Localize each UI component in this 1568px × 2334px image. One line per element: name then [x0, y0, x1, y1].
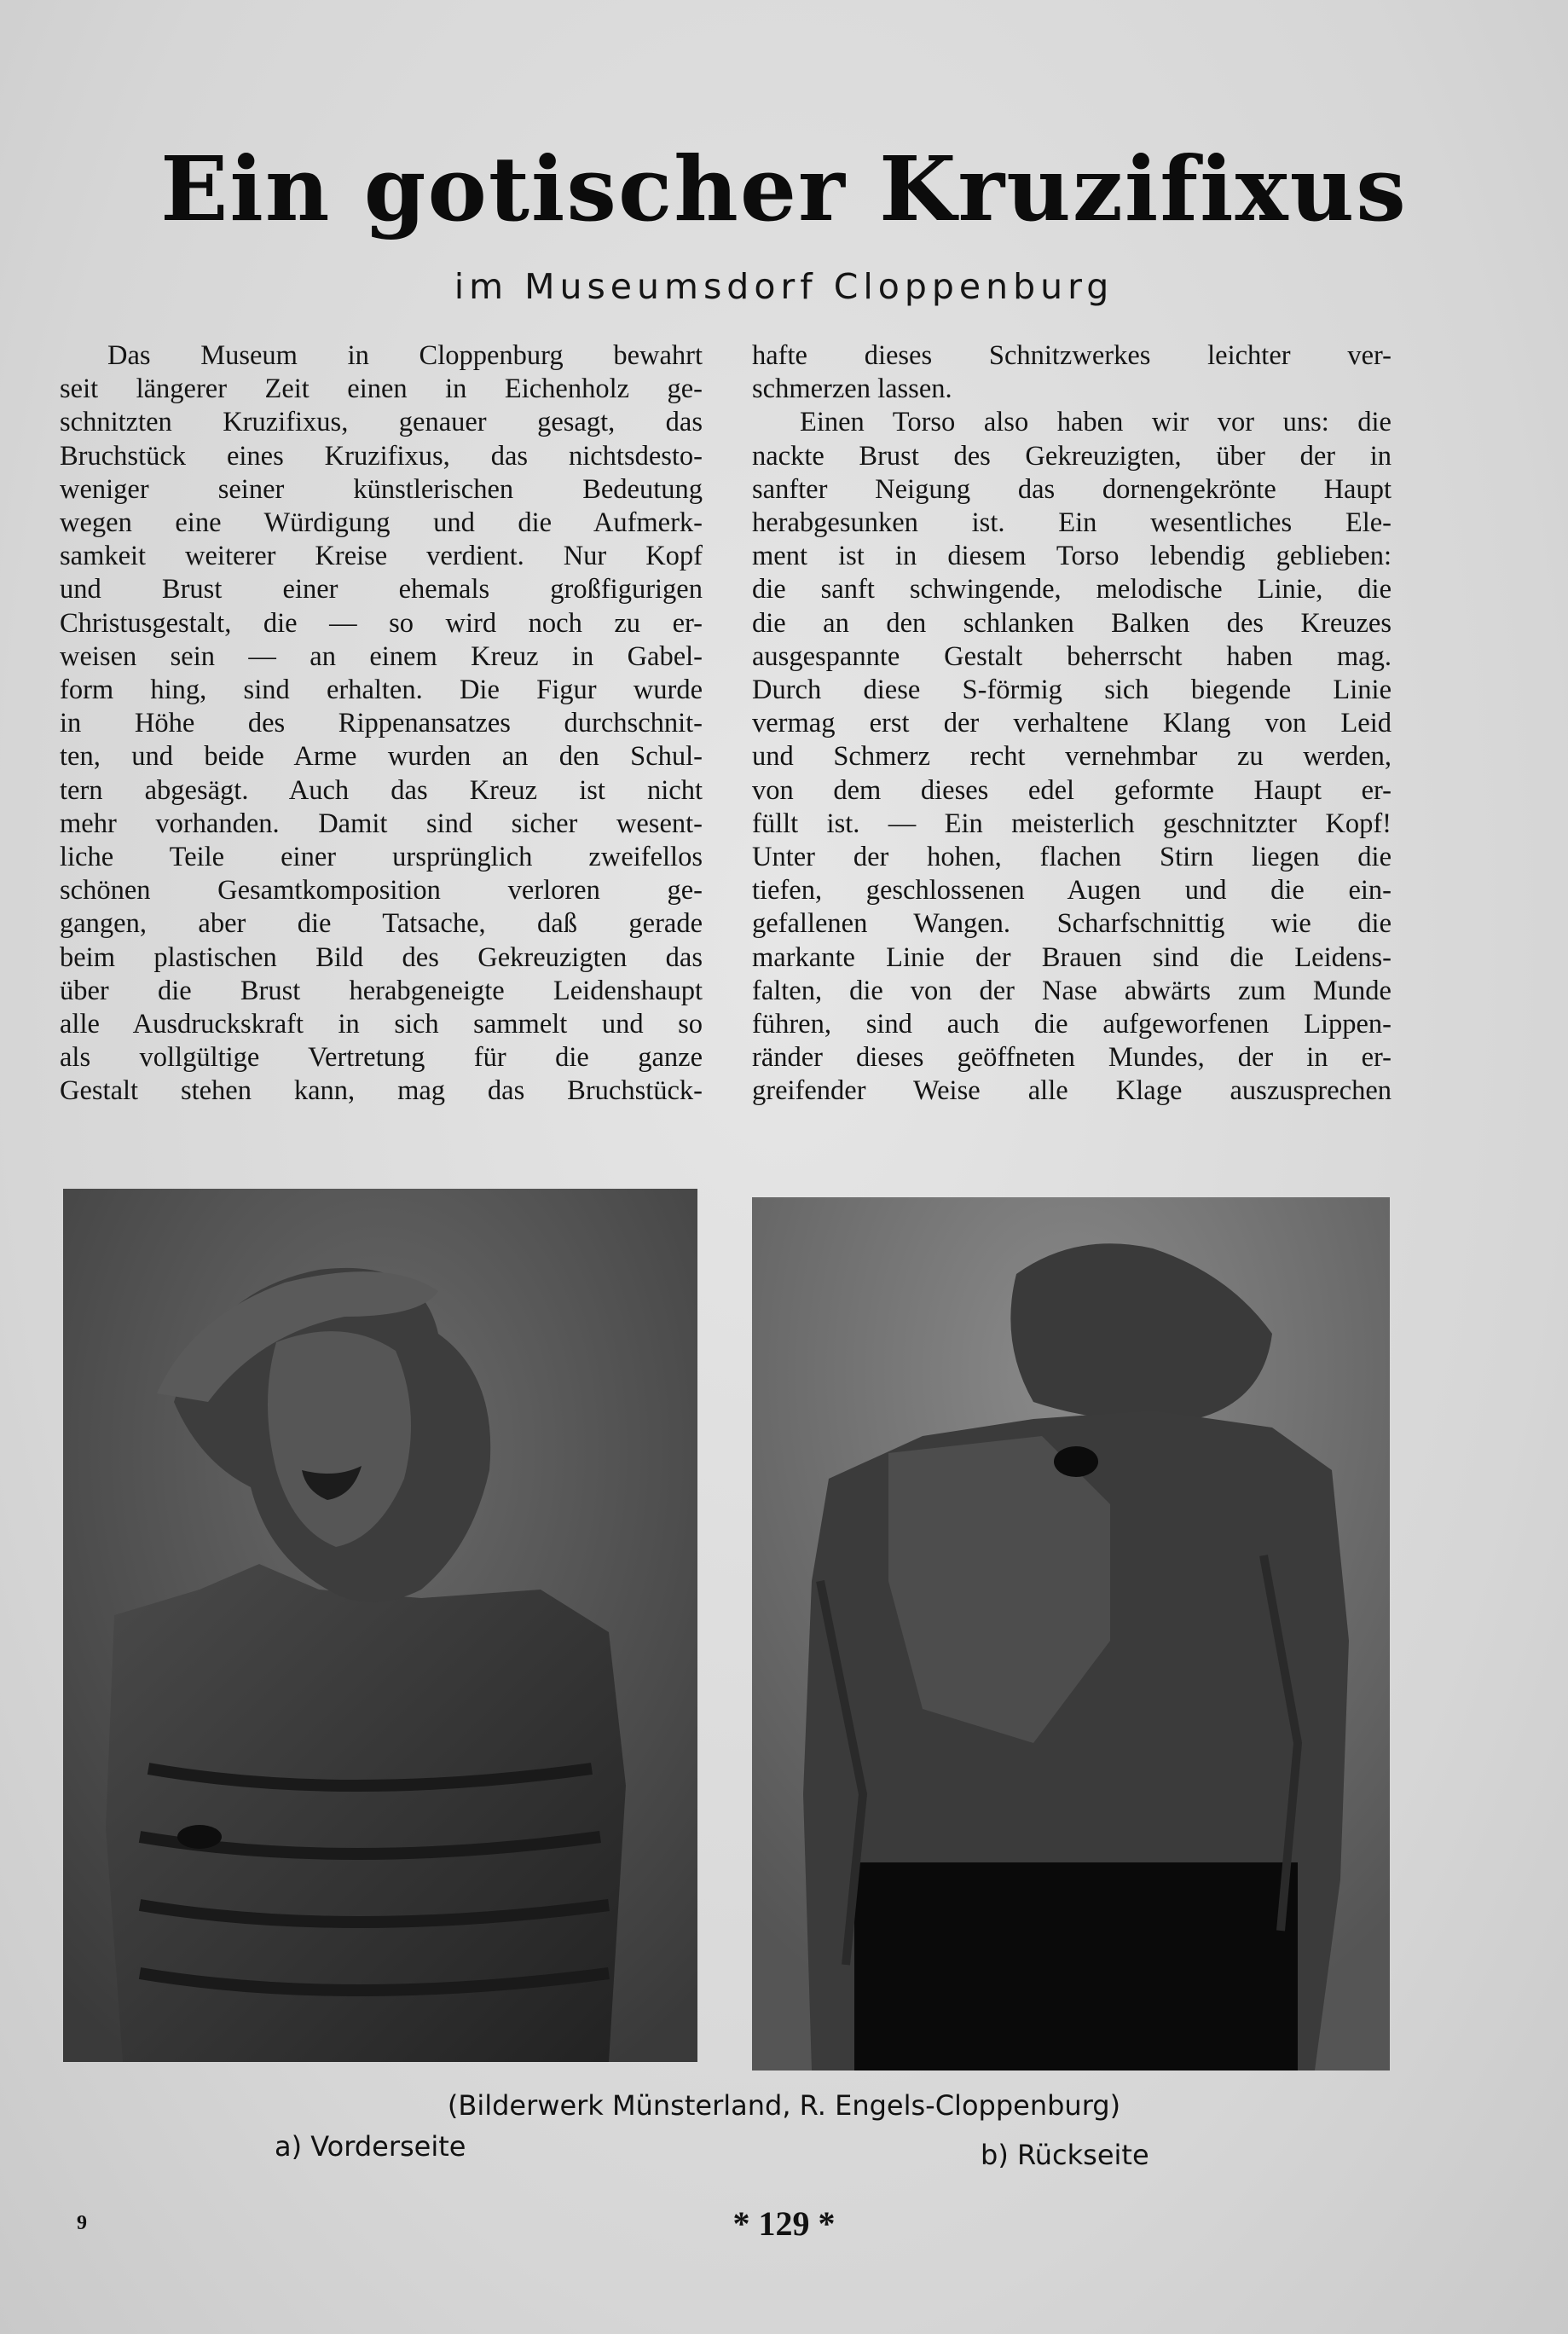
text-line: ausgespannte Gestalt beherrscht haben mag.	[752, 640, 1392, 672]
text-line: Einen Torso also haben wir vor uns: die	[800, 407, 1392, 438]
text-line: in Höhe des Rippenansatzes durchschnit-	[60, 708, 703, 739]
text-line: füllt ist. — Ein meisterlich geschnitzter Kopf!	[752, 808, 1392, 839]
text-line: Bruchstück eines Kruzifixus, das nichtsdesto-	[60, 440, 703, 472]
text-line: alle Ausdruckskraft in sich sammelt und so	[60, 1009, 703, 1040]
text-line: nackte Brust des Gekreuzigten, über der in	[752, 440, 1392, 472]
text-line: mehr vorhanden. Damit sind sicher wesent-	[60, 808, 703, 839]
text-line: gefallenen Wangen. Scharfschnittig wie die	[752, 908, 1392, 940]
article-title: Ein gotischer Kruzifixus	[160, 136, 1408, 241]
left-text-column	[60, 339, 703, 1109]
text-line: gangen, aber die Tatsache, daß gerade	[60, 908, 703, 940]
text-line: beim plastischen Bild des Gekreuzigten das	[60, 941, 703, 973]
text-line: samkeit weiterer Kreise verdient. Nur Kopf	[60, 541, 703, 572]
sheet-number: 9	[77, 2212, 87, 2234]
text-line: weisen sein — an einem Kreuz in Gabel-	[60, 640, 703, 672]
text-line: Durch diese S-förmig sich biegende Linie	[752, 675, 1392, 706]
text-line: Unter der hohen, flachen Stirn liegen die	[752, 842, 1392, 873]
text-line: ten, und beide Arme wurden an den Schul-	[60, 741, 703, 773]
text-line: von dem dieses edel geformte Haupt er-	[752, 774, 1392, 806]
text-line: ränder dieses geöffneten Mundes, der in er-	[752, 1042, 1392, 1074]
text-line: und Schmerz recht vernehmbar zu werden,	[752, 741, 1392, 773]
text-line: tiefen, geschlossenen Augen und die ein-	[752, 875, 1392, 906]
crucifix-front-image	[63, 1189, 697, 2062]
text-line: schönen Gesamtkomposition verloren ge-	[60, 875, 703, 906]
text-line: und Brust einer ehemals großfigurigen	[60, 574, 703, 605]
text-line: schmerzen lassen.	[752, 374, 952, 405]
text-line: als vollgültige Vertretung für die ganze	[60, 1042, 703, 1074]
caption-front: a) Vorderseite	[275, 2130, 466, 2163]
right-text-column	[752, 339, 1392, 1109]
text-line: seit längerer Zeit einen in Eichenholz ge-	[60, 374, 703, 405]
text-line: Gestalt stehen kann, mag das Bruchstück-	[60, 1075, 703, 1107]
text-line: greifender Weise alle Klage auszusprechen	[752, 1075, 1392, 1107]
caption-back: b) Rückseite	[981, 2139, 1149, 2171]
photo-credit: (Bilderwerk Münsterland, R. Engels-Cloppenburg)	[447, 2089, 1121, 2122]
text-line: schnitzten Kruzifixus, genauer gesagt, das	[60, 407, 703, 438]
text-line: führen, sind auch die aufgeworfenen Lippen-	[752, 1009, 1392, 1040]
text-line: falten, die von der Nase abwärts zum Munde	[752, 975, 1392, 1006]
text-line: liche Teile einer ursprünglich zweifellos	[60, 842, 703, 873]
text-line: wegen eine Würdigung und die Aufmerk-	[60, 507, 703, 539]
text-line: hafte dieses Schnitzwerkes leichter ver-	[752, 340, 1392, 371]
page-number: * 129 *	[732, 2204, 836, 2243]
text-line: tern abgesägt. Auch das Kreuz ist nicht	[60, 774, 703, 806]
text-line: markante Linie der Brauen sind die Leidens-	[752, 941, 1392, 973]
text-line: über die Brust herabgeneigte Leidenshaupt	[60, 975, 703, 1006]
text-line: die sanft schwingende, melodische Linie, die	[752, 574, 1392, 605]
text-line: Das Museum in Cloppenburg bewahrt	[107, 340, 703, 371]
crucifix-back-image	[752, 1197, 1390, 2070]
text-line: Christusgestalt, die — so wird noch zu er-	[60, 607, 703, 639]
article-subtitle: im Museumsdorf Cloppenburg	[454, 266, 1114, 307]
photo-front-view	[63, 1189, 697, 2062]
text-line: vermag erst der verhaltene Klang von Leid	[752, 708, 1392, 739]
text-line: ment ist in diesem Torso lebendig geblieben:	[752, 541, 1392, 572]
text-line: herabgesunken ist. Ein wesentliches Ele-	[752, 507, 1392, 539]
text-line: die an den schlanken Balken des Kreuzes	[752, 607, 1392, 639]
text-line: weniger seiner künstlerischen Bedeutung	[60, 473, 703, 505]
text-line: sanfter Neigung das dornengekrönte Haupt	[752, 473, 1392, 505]
photo-back-view	[752, 1197, 1390, 2070]
text-line: form hing, sind erhalten. Die Figur wurde	[60, 675, 703, 706]
